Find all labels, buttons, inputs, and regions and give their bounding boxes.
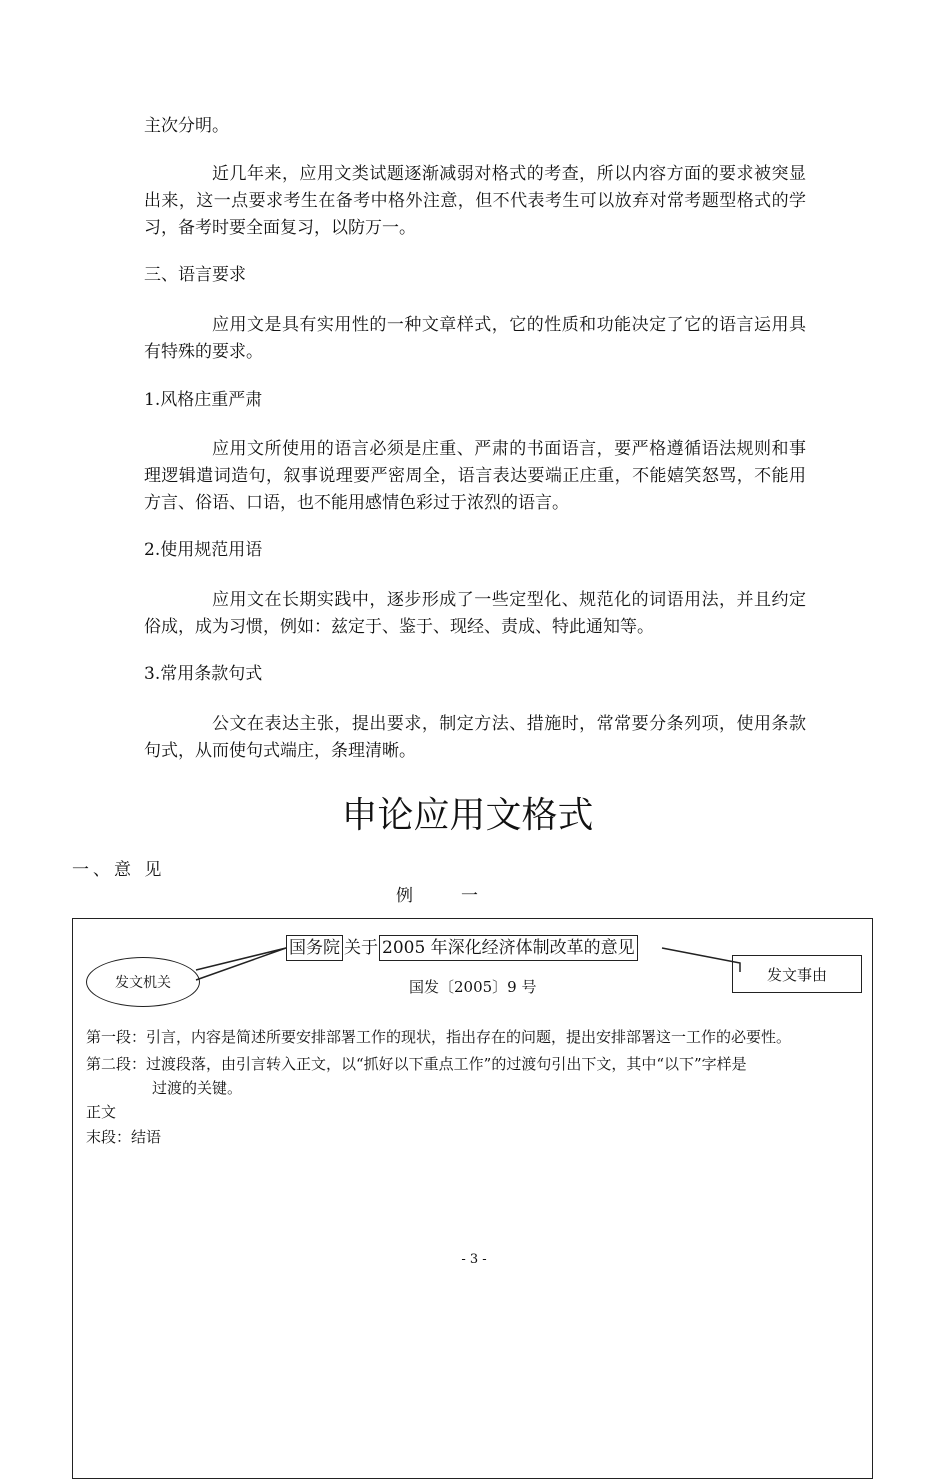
subject-box: 2005 年深化经济体制改革的意见 [379, 935, 638, 961]
note-second-paragraph [86, 1052, 866, 1100]
page-number: - 3 - [461, 1252, 487, 1267]
paragraph-format-trend: 近几年来，应用文类试题逐渐减弱对格式的考查，所以内容方面的要求被突显出来，这一点要求考生在备考中格外注意，但不代表考生可以放弃对常考题型格式的学习，备考时要全面复习，以防万一。 [144, 164, 806, 238]
callout-subject-pointer [662, 948, 740, 972]
paragraph-clause-sentences: 公文在表达主张，提出要求，制定方法、措施时，常常要分条列项，使用条款句式，从而使句式端庄，条理清晰。 [144, 714, 806, 761]
issuer-box: 国务院 [286, 935, 343, 961]
heading-style: 1.风格庄重严肃 [144, 390, 263, 410]
callout-issuer-pointer [196, 948, 286, 980]
paragraph-standard-terms: 应用文在长期实践中，逐步形成了一些定型化、规范化的词语用法，并且约定俗成，成为习惯，例如：兹定于、鉴于、现经、责成、特此通知等。 [144, 590, 806, 637]
page-title: 申论应用文格式 [341, 795, 594, 836]
note-second-paragraph-line-2: 过渡的关键。 [152, 1079, 243, 1097]
document-number: 国发〔2005〕9 号 [409, 978, 537, 996]
issuer-label-ellipse: 发文机关 [86, 957, 200, 1007]
heading-clause-sentences: 3.常用条款句式 [144, 664, 263, 684]
subject-label-box: 发文事由 [732, 955, 862, 993]
example-label-char-2: 一 [461, 886, 478, 906]
heading-language-requirements: 三、语言要求 [144, 265, 246, 285]
note-second-paragraph-line-1: 第二段：过渡段落，由引言转入正文，以“抓好以下重点工作”的过渡句引出下文，其中“以下”字样是 [86, 1055, 747, 1073]
title-about-word: 关于 [344, 938, 378, 958]
note-ending: 末段：结语 [86, 1128, 162, 1146]
paragraph-intro-end: 主次分明。 [144, 116, 229, 136]
paragraph-style: 应用文所使用的语言必须是庄重、严肃的书面语言，要严格遵循语法规则和事理逻辑遣词造句，叙事说理要严密周全，语言表达要端正庄重，不能嬉笑怒骂，不能用方言、俗语、口语，也不能用感情色彩过于浓烈的语言。 [144, 439, 806, 513]
note-first-paragraph: 第一段：引言，内容是简述所要安排部署工作的现状，指出存在的问题，提出安排部署这一工作的必要性。 [86, 1028, 792, 1046]
example-label-char-1: 例 [396, 886, 413, 906]
heading-standard-terms: 2.使用规范用语 [144, 540, 263, 560]
paragraph-language-intro: 应用文是具有实用性的一种文章样式，它的性质和功能决定了它的语言运用具有特殊的要求。 [144, 315, 806, 362]
document-title-line [286, 934, 638, 962]
note-body: 正文 [86, 1103, 117, 1121]
section-heading-opinion: 一、意 见 [72, 860, 166, 880]
